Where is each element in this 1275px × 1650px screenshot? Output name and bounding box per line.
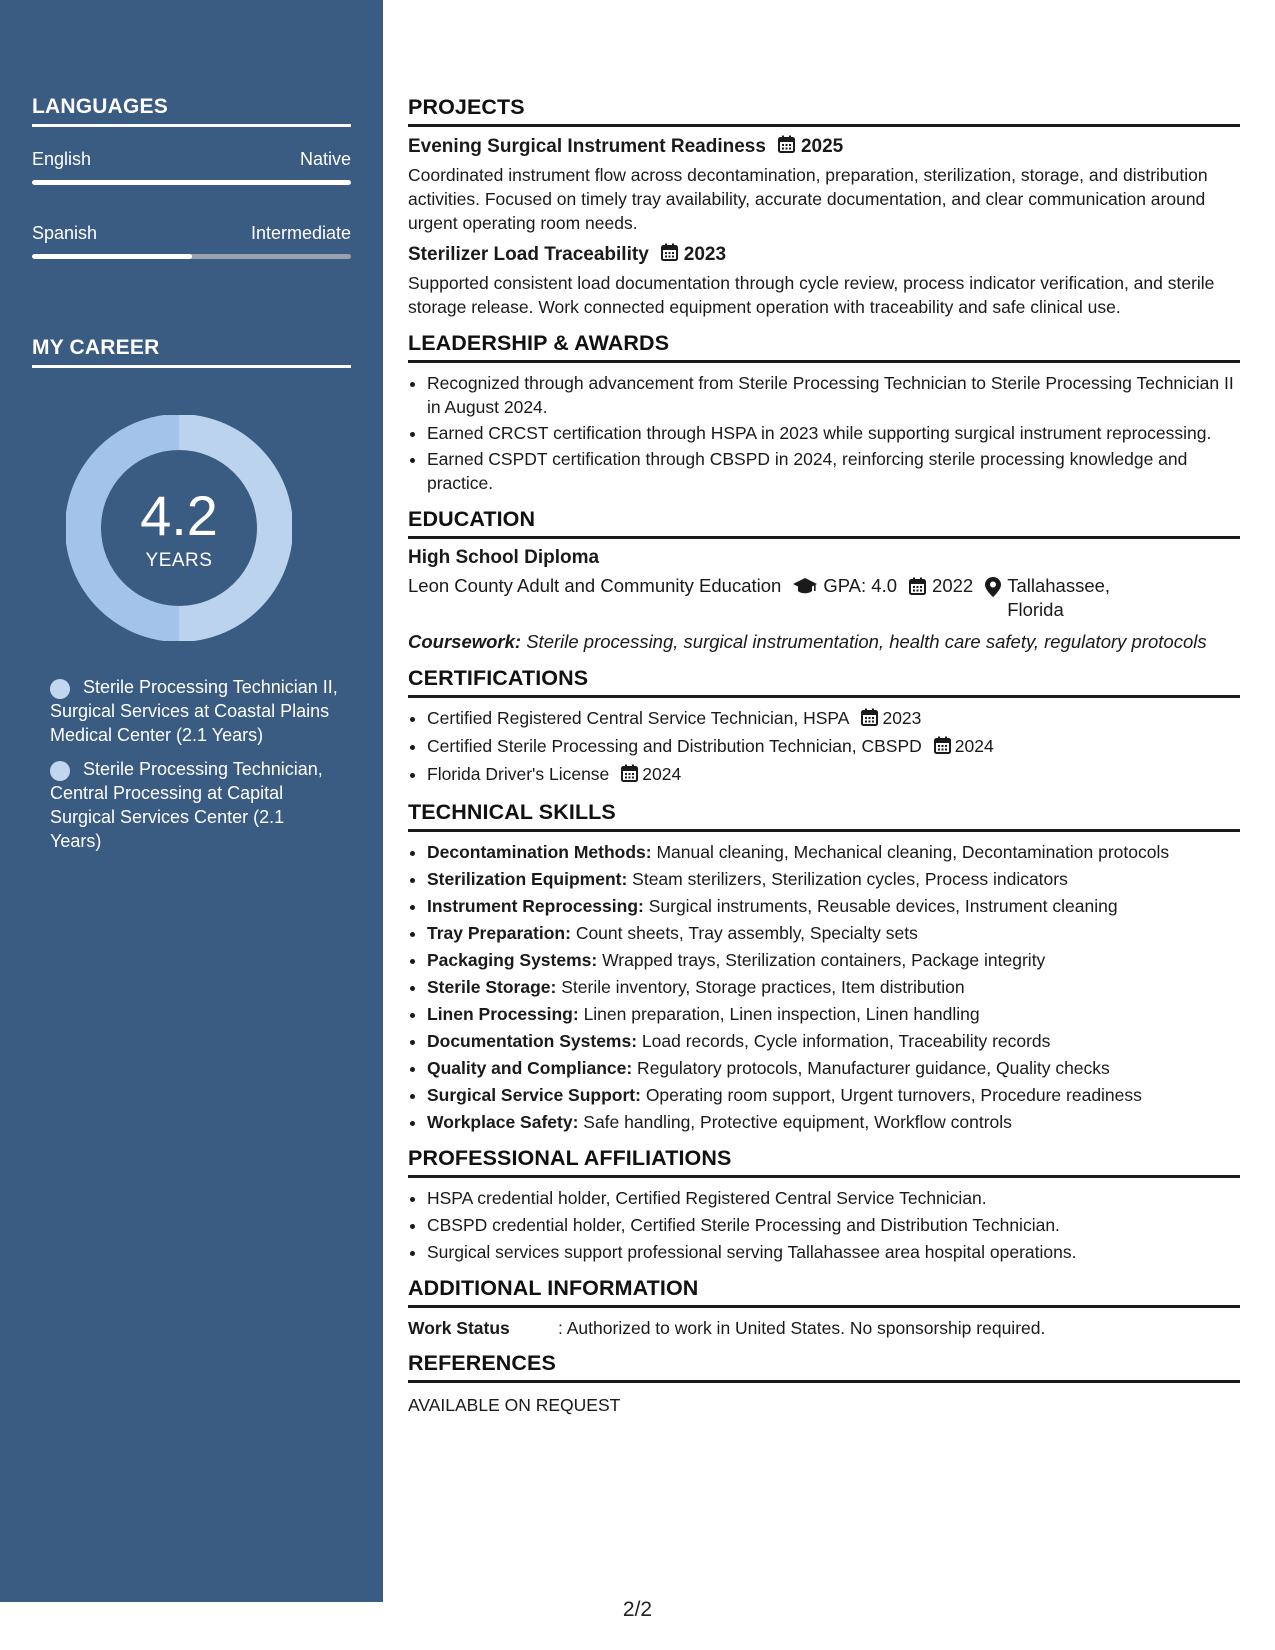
language-proficiency-bar (32, 254, 351, 259)
certification-item (427, 762, 1240, 788)
language-row (32, 223, 351, 244)
work-status-row (408, 1318, 1240, 1339)
certification-name: Certified Registered Central Service Technician, HSPA (427, 708, 850, 728)
location-pin-icon (985, 577, 1001, 602)
career-item-text: Sterile Processing Technician II, Surgical Services at Coastal Plains Medical Center (2.1 Years) (50, 677, 338, 745)
skill-value: Regulatory protocols, Manufacturer guidance, Quality checks (632, 1058, 1110, 1078)
skill-label: Tray Preparation: (427, 923, 571, 943)
skill-item (427, 1002, 1240, 1026)
work-status-value: : Authorized to work in United States. No sponsorship required. (558, 1318, 1046, 1338)
education-section (408, 507, 1240, 654)
list-item: • CBSPD credential holder, Certified Sterile Processing and Distribution Technician. (427, 1213, 1240, 1237)
project-title-row (408, 135, 1240, 159)
skill-item (427, 867, 1240, 891)
skill-label: Surgical Service Support: (427, 1085, 641, 1105)
section-heading: REFERENCES (408, 1351, 1240, 1383)
list-item: • Earned CRCST certification through HSPA in 2023 while supporting surgical instrument reprocessing. (427, 421, 1240, 445)
section-heading: TECHNICAL SKILLS (408, 800, 1240, 832)
main-content (408, 95, 1240, 1428)
projects-list (408, 135, 1240, 319)
language-list (32, 149, 351, 259)
language-name: Spanish (32, 223, 98, 243)
list-item: • Earned CSPDT certification through CBSPD in 2024, reinforcing sterile processing knowledge and practice. (427, 447, 1240, 495)
skill-label: Sterilization Equipment: (427, 869, 628, 889)
sidebar (0, 0, 383, 1602)
career-legend-dot (50, 679, 70, 699)
career-item-text: Sterile Processing Technician, Central Processing at Capital Surgical Services Center (2.1 Years) (50, 759, 323, 851)
skill-label: Workplace Safety: (427, 1112, 579, 1132)
coursework-text: Sterile processing, surgical instrumentation, health care safety, regulatory protocols (521, 631, 1207, 652)
project-description: Supported consistent load documentation through cycle review, process indicator verification, and sterile storage release. Work connected equipment operation with traceability and safe clinical use. (408, 273, 1215, 317)
skill-value: Count sheets, Tray assembly, Specialty sets (570, 923, 918, 943)
skill-item (427, 894, 1240, 918)
skill-value: Surgical instruments, Reusable devices, Instrument cleaning (643, 896, 1118, 916)
career-item (50, 757, 340, 853)
work-status-label: Work Status (408, 1318, 510, 1338)
page-number: 2/2 (622, 1598, 653, 1621)
leadership-list (408, 371, 1240, 495)
references-section (408, 1351, 1240, 1416)
certifications-section (408, 666, 1240, 788)
skill-item (427, 1056, 1240, 1080)
skill-value: Safe handling, Protective equipment, Workflow controls (578, 1112, 1012, 1132)
skill-label: Linen Processing: (427, 1004, 579, 1024)
career-total-value: 4.2 (140, 484, 218, 547)
education-gpa: GPA: 4.0 (823, 575, 898, 596)
affiliations-list (408, 1186, 1240, 1264)
languages-section (32, 95, 351, 259)
career-section (32, 336, 351, 368)
skill-value: Operating room support, Urgent turnovers, Procedure readiness (640, 1085, 1142, 1105)
skills-list (408, 840, 1240, 1134)
section-heading: ADDITIONAL INFORMATION (408, 1276, 1240, 1308)
projects-section (408, 95, 1240, 319)
career-total-unit: YEARS (145, 550, 213, 571)
calendar-icon (934, 736, 951, 760)
language-row (32, 149, 351, 170)
skill-item (427, 975, 1240, 999)
section-heading: PROJECTS (408, 95, 1240, 127)
skill-label: Instrument Reprocessing: (427, 896, 644, 916)
project-year: 2025 (800, 136, 844, 157)
section-heading: PROFESSIONAL AFFILIATIONS (408, 1146, 1240, 1178)
graduation-cap-icon (793, 577, 817, 600)
certification-item (427, 734, 1240, 760)
certification-year: 2024 (642, 764, 682, 784)
career-item (50, 675, 340, 747)
certification-name: Certified Sterile Processing and Distribution Technician, CBSPD (427, 736, 922, 756)
section-heading: CERTIFICATIONS (408, 666, 1240, 698)
skill-item (427, 840, 1240, 864)
skill-item (427, 921, 1240, 945)
language-level: Native (299, 149, 351, 169)
section-heading: LEADERSHIP & AWARDS (408, 331, 1240, 363)
project-year: 2023 (683, 244, 727, 265)
project-title: Sterilizer Load Traceability (408, 244, 649, 265)
career-list (50, 675, 340, 863)
education-degree: High School Diploma (408, 547, 600, 568)
list-item: • Surgical services support professional serving Tallahassee area hospital operations. (427, 1240, 1240, 1264)
project-item (408, 135, 1240, 235)
references-text: AVAILABLE ON REQUEST (408, 1395, 621, 1415)
skills-section (408, 800, 1240, 1134)
coursework-label: Coursework: (408, 631, 522, 652)
education-year: 2022 (932, 575, 974, 596)
certification-year: 2023 (882, 708, 922, 728)
language-level: Intermediate (250, 223, 351, 243)
affiliations-section (408, 1146, 1240, 1264)
skill-item (427, 1083, 1240, 1107)
calendar-icon (661, 243, 678, 267)
languages-heading: LANGUAGES (32, 95, 351, 127)
career-legend-dot (50, 761, 70, 781)
education-details (408, 575, 1240, 622)
section-heading: EDUCATION (408, 507, 1240, 539)
language-proficiency-bar (32, 180, 351, 185)
education-location: Tallahassee, Florida (1007, 575, 1111, 620)
career-donut-chart (66, 415, 292, 641)
project-title: Evening Surgical Instrument Readiness (408, 136, 766, 157)
language-proficiency-fill (32, 254, 192, 259)
skill-value: Wrapped trays, Sterilization containers, Package integrity (597, 950, 1046, 970)
skill-value: Load records, Cycle information, Traceability records (637, 1031, 1051, 1051)
donut-center (66, 415, 292, 641)
certification-item (427, 706, 1240, 732)
list-item: • Recognized through advancement from Sterile Processing Technician to Sterile Processing Technician II in August 2024. (427, 371, 1240, 419)
skill-value: Steam sterilizers, Sterilization cycles, Process indicators (627, 869, 1068, 889)
language-proficiency-fill (32, 180, 351, 185)
project-description: Coordinated instrument flow across decontamination, preparation, sterilization, storage, and distribution activities. Focused on timely tray availability, accurate documentation, and clear communication around urgent operating room needs. (408, 165, 1208, 233)
education-coursework (408, 630, 1240, 654)
language-name: English (32, 149, 92, 169)
skill-label: Documentation Systems: (427, 1031, 638, 1051)
skill-label: Sterile Storage: (427, 977, 557, 997)
certifications-list (408, 706, 1240, 788)
project-title-row (408, 243, 1240, 267)
skill-value: Linen preparation, Linen inspection, Linen handling (578, 1004, 980, 1024)
skill-label: Decontamination Methods: (427, 842, 652, 862)
skill-label: Quality and Compliance: (427, 1058, 633, 1078)
project-item (408, 243, 1240, 319)
skill-item (427, 948, 1240, 972)
skill-value: Sterile inventory, Storage practices, Item distribution (556, 977, 965, 997)
additional-section (408, 1276, 1240, 1339)
certification-year: 2024 (954, 736, 994, 756)
leadership-section (408, 331, 1240, 495)
certification-name: Florida Driver's License (427, 764, 610, 784)
career-heading: MY CAREER (32, 336, 351, 368)
calendar-icon (861, 708, 878, 732)
skill-item (427, 1110, 1240, 1134)
calendar-icon (621, 764, 638, 788)
skill-value: Manual cleaning, Mechanical cleaning, Decontamination protocols (651, 842, 1170, 862)
calendar-icon (909, 577, 926, 600)
skill-item (427, 1029, 1240, 1053)
skill-label: Packaging Systems: (427, 950, 598, 970)
education-school: Leon County Adult and Community Education (408, 575, 782, 596)
calendar-icon (778, 135, 795, 159)
list-item: • HSPA credential holder, Certified Registered Central Service Technician. (427, 1186, 1240, 1210)
